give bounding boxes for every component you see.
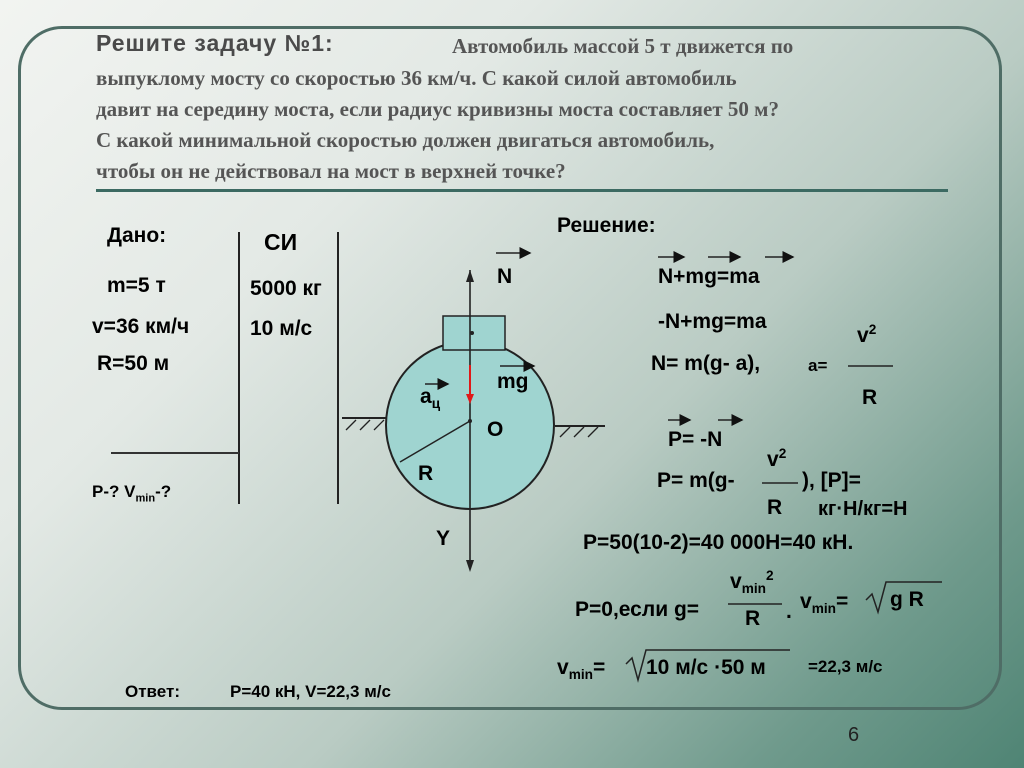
task-line-1: Автомобиль массой 5 т движется по	[452, 34, 794, 58]
given-radius: R=50 м	[97, 352, 170, 375]
g-numerator: $v_{min}^2$	[730, 568, 774, 597]
force-n-label: N	[497, 265, 513, 288]
a-equals: a=	[808, 356, 828, 375]
radius-label: R	[418, 462, 434, 485]
force-mg-label: mg	[497, 370, 529, 393]
separator-dot: .	[786, 600, 792, 623]
vmin-label: $v_{min}=$	[800, 590, 849, 617]
task-heading: Решите задачу №1:	[96, 30, 334, 56]
sqrt-numeric-content: 10 м/с ·50 м	[646, 656, 766, 679]
given-find: P-? $V_{min}-$?	[92, 482, 172, 505]
p-denominator: R	[767, 496, 783, 519]
given-title: Дано:	[107, 224, 167, 247]
given-speed: v=36 км/ч	[92, 315, 190, 338]
axis-arrow-up	[466, 270, 474, 282]
equation-3: N= m(g- a),	[651, 352, 761, 375]
sqrt-gr-content: g R	[890, 588, 924, 611]
si-title: СИ	[264, 229, 298, 255]
task-line-2: выпуклому мосту со скоростью 36 км/ч. С какой силой автомобиль	[96, 66, 737, 90]
p-numerator: $v^2$	[767, 446, 787, 471]
center-o-label: O	[487, 418, 504, 441]
vmin-result-label: $v_{min}=$	[557, 656, 606, 683]
given-mass: m=5 т	[107, 274, 166, 297]
answer-label: Ответ:	[125, 682, 180, 701]
answer-value: P=40 кН, V=22,3 м/с	[230, 682, 391, 701]
acceleration-label: $a_ц$	[420, 385, 441, 412]
equation-1: N+mg=ma	[658, 265, 760, 288]
p-value: P=50(10-2)=40 000Н=40 кН.	[583, 531, 854, 554]
page-number: 6	[848, 724, 860, 746]
axis-arrow-down	[466, 560, 474, 572]
p-equals-neg-n: P= -N	[668, 428, 723, 451]
a-denominator: R	[862, 386, 878, 409]
si-mass: 5000 кг	[250, 277, 322, 300]
vmin-result-value: =22,3 м/с	[808, 657, 883, 676]
solution-title: Решение:	[557, 214, 656, 237]
p-formula: P= m(g-	[657, 469, 735, 492]
task-line-5: чтобы он не действовал на мост в верхней точке?	[96, 159, 566, 183]
a-numerator: $v^2$	[857, 322, 877, 347]
si-speed: 10 м/с	[250, 317, 313, 340]
p-units: кг·Н/кг=Н	[818, 498, 908, 520]
g-denominator: R	[745, 607, 761, 630]
task-line-3: давит на середину моста, если радиус кривизны моста составляет 50 м?	[96, 97, 779, 121]
equation-2: -N+mg=ma	[658, 310, 767, 333]
p-zero-condition: P=0,если g=	[575, 598, 700, 621]
p-units-start: ), [P]=	[802, 469, 861, 492]
task-line-4: С какой минимальной скоростью должен двигаться автомобиль,	[96, 128, 715, 152]
y-axis-label: Y	[436, 527, 451, 550]
